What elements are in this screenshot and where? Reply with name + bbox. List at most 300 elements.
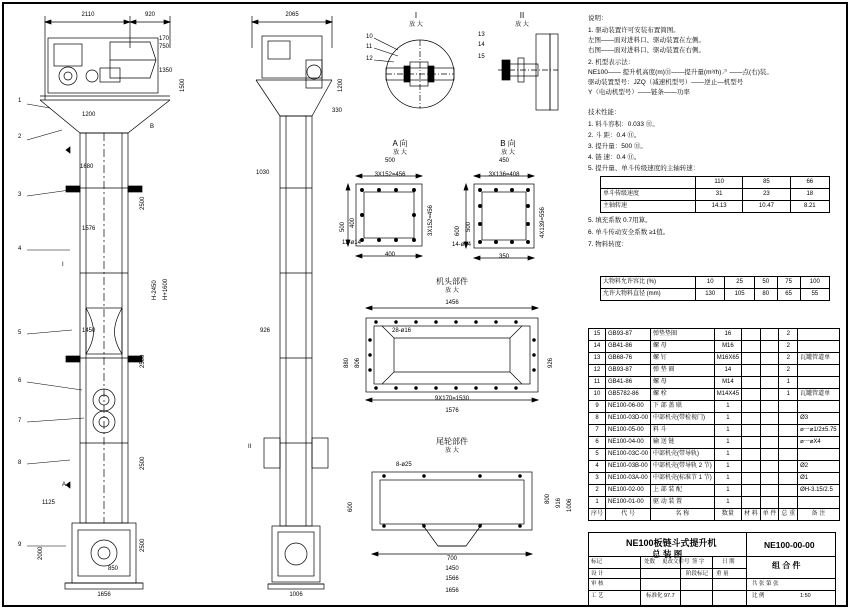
part-code: GB93-87 <box>606 365 651 377</box>
part-total <box>779 485 798 497</box>
title-block-divider4 <box>712 556 713 606</box>
part-no: 7 <box>589 425 606 437</box>
tb-r0c4: 日 期 <box>722 559 735 565</box>
tb-r0c3: 签 字 <box>692 559 705 565</box>
dim-1450: 1450 <box>82 328 96 334</box>
viewB-dim-600: 600 <box>455 225 461 236</box>
part-no: 15 <box>589 329 606 341</box>
part-mat <box>742 425 761 437</box>
part-qty: 1 <box>714 473 741 485</box>
note-line-5: 驱动装置型号：JZQ（减速机型号）——逆止—机型号 <box>588 79 744 86</box>
tail-dim-1656: 1656 <box>445 588 459 594</box>
part-name: 中部机壳(带检视门) <box>651 413 715 425</box>
part-code: GB41-86 <box>606 377 651 389</box>
part-no: 4 <box>589 461 606 473</box>
part-total <box>779 413 798 425</box>
dim-2110: 2110 <box>81 12 95 18</box>
head-view-subtitle: 放 大 <box>445 288 459 294</box>
parts-header-cell: 名 称 <box>651 509 715 521</box>
dim-2500-a: 2500 <box>140 196 146 210</box>
head-view-drawing <box>352 300 552 410</box>
part-code: NE100-02-00 <box>606 485 651 497</box>
parts-header-cell: 备 注 <box>798 509 840 521</box>
part-qty: M14 <box>714 377 741 389</box>
part-code: NE100-03D-00 <box>606 413 651 425</box>
dim-1200: 1200 <box>82 112 96 118</box>
spec-line-3: 4. 链 速：0.4 ⑪。 <box>588 154 641 161</box>
part-code: GB5782-86 <box>606 389 651 401</box>
head-dim-880: 880 <box>344 357 350 368</box>
part-qty: M16X65 <box>714 353 741 365</box>
dim-1576: 1576 <box>82 226 96 232</box>
dim-2500-b: 2500 <box>140 354 146 368</box>
tb-r2c0: 审 核 <box>591 581 604 587</box>
part-qty: M14X45 <box>714 389 741 401</box>
tail-dim-916: 916 <box>556 497 562 508</box>
detail-II-balloon-14: 14 <box>478 42 485 48</box>
part-no: 2 <box>589 485 606 497</box>
part-remark: ØH-3.15/2.5 <box>798 485 840 497</box>
mat-r4: 65 <box>777 289 800 301</box>
balloon-leaders <box>22 100 82 580</box>
dim-1500: 1500 <box>180 78 186 92</box>
part-total <box>779 437 798 449</box>
part-remark <box>798 497 840 509</box>
head-dim-1576: 1576 <box>445 408 459 414</box>
perf-h0 <box>601 177 696 189</box>
part-remark <box>798 329 840 341</box>
tail-dim-1006: 1006 <box>567 498 573 512</box>
part-name: 中部机壳(标准节 1 节) <box>651 473 715 485</box>
mat-h4: 75 <box>777 277 800 289</box>
part-unit <box>760 401 779 413</box>
table-row <box>589 329 840 341</box>
perf-r0c2: 23 <box>743 189 790 201</box>
perf-r1c3: 8.21 <box>790 201 829 213</box>
part-qty: 1 <box>714 485 741 497</box>
perf-h1: 110 <box>696 177 743 189</box>
dim-1125: 1125 <box>42 500 55 506</box>
head-view-title: 机头部件 <box>436 277 468 286</box>
part-qty: 1 <box>714 497 741 509</box>
part-total: 2 <box>779 365 798 377</box>
note-line-3: 2. 机型表示法： <box>588 59 635 66</box>
dim-170: 170 <box>159 36 170 42</box>
part-remark: Ø1 <box>798 473 840 485</box>
part-unit <box>760 365 779 377</box>
viewA-dim-3x152: 3X152=456 <box>374 172 406 178</box>
table-row <box>601 201 830 213</box>
part-qty: 14 <box>714 365 741 377</box>
note-line-2: 右图——面对进料口、驱动装置在右侧。 <box>588 47 705 54</box>
notes-heading: 说明： <box>588 15 608 22</box>
parts-list-table <box>588 328 840 521</box>
head-dim-9x170: 9X170=1530 <box>434 396 470 402</box>
part-total <box>779 473 798 485</box>
part-total <box>779 497 798 509</box>
part-remark <box>798 449 840 461</box>
part-mat <box>742 365 761 377</box>
material-size-table <box>600 276 830 301</box>
balloon-9: 9 <box>18 542 22 548</box>
part-remark: 瓦罐管道单 <box>798 389 840 401</box>
part-qty: 1 <box>714 425 741 437</box>
table-row <box>601 189 830 201</box>
dim-2000: 2000 <box>38 546 44 560</box>
dim-330: 330 <box>332 108 343 114</box>
detail-I-balloon-11: 11 <box>366 44 373 50</box>
dim-h1600: H+1600 <box>163 278 169 300</box>
part-name: 螺 母 <box>651 341 715 353</box>
detail-II-title: II <box>519 11 525 20</box>
viewA-dim-3x152-right: 3X152=456 <box>428 205 434 236</box>
spec-table1-caption: 5. 提升量、单斗传级速度的主轴转速： <box>588 165 700 172</box>
part-no: 6 <box>589 437 606 449</box>
part-code: GB68-76 <box>606 353 651 365</box>
head-dim-1456: 1456 <box>445 300 459 306</box>
title-block-row5 <box>746 590 836 591</box>
perf-h3: 66 <box>790 177 829 189</box>
dim-h2450: H-2450 <box>152 280 158 300</box>
part-mat <box>742 413 761 425</box>
section-mark-I: I <box>62 262 64 268</box>
part-qty: M16 <box>714 341 741 353</box>
part-mat <box>742 437 761 449</box>
viewB-dim-500: 500 <box>466 221 472 232</box>
part-no: 11 <box>589 377 606 389</box>
title-block-divider <box>746 532 747 606</box>
part-name: 螺 母 <box>651 377 715 389</box>
section-mark-II: II <box>248 444 252 450</box>
table-row <box>589 413 840 425</box>
part-unit <box>760 341 779 353</box>
part-remark: Ø3 <box>798 413 840 425</box>
table-row <box>589 389 840 401</box>
part-unit <box>760 413 779 425</box>
spec-line-2: 3. 提升量：500 ⑪。 <box>588 143 647 150</box>
tail-dim-1566: 1566 <box>445 576 459 582</box>
tb-r1c0: 设 计 <box>591 571 604 577</box>
mat-h3: 50 <box>754 277 777 289</box>
detail-I-subtitle: 放 大 <box>409 22 423 28</box>
perf-r1c2: 10.47 <box>743 201 790 213</box>
detail-I-balloon-10: 10 <box>366 34 373 40</box>
balloon-4: 4 <box>18 246 22 252</box>
table-row <box>589 437 840 449</box>
tb-scale-value: 1:50 <box>800 593 811 599</box>
part-no: 9 <box>589 401 606 413</box>
dim-2500-c: 2500 <box>140 456 146 470</box>
viewB-dim-350: 350 <box>498 254 510 260</box>
part-remark: ⌀一⌀X4 <box>798 437 840 449</box>
dim-926-side: 926 <box>260 328 271 334</box>
detail-II-balloon-15: 15 <box>478 54 485 60</box>
drawing-code: NE100-00-00 <box>764 540 815 550</box>
perf-r0c3: 18 <box>790 189 829 201</box>
head-dim-28xd16: 28-ø16 <box>392 328 412 334</box>
part-name: 弹 垫 圈 <box>651 365 715 377</box>
mat-h2: 25 <box>725 277 754 289</box>
viewA-dim-400-bot: 400 <box>384 252 396 258</box>
parts-header-cell: 材 料 <box>742 509 761 521</box>
part-unit <box>760 353 779 365</box>
table-row <box>589 485 840 497</box>
part-no: 3 <box>589 473 606 485</box>
viewB-dim-4x139: 4X139=556 <box>540 207 546 238</box>
tb-r0c1: 处数 <box>644 559 656 565</box>
tb-r3c0: 工 艺 <box>591 593 604 599</box>
table-row <box>601 177 830 189</box>
detail-II-subtitle: 放 大 <box>515 22 529 28</box>
table-row <box>589 497 840 509</box>
part-remark <box>798 341 840 353</box>
viewA-dim-500-left: 500 <box>340 221 346 232</box>
dim-920: 920 <box>144 12 156 18</box>
balloon-1: 1 <box>18 98 22 104</box>
viewB-dim-450: 450 <box>498 158 510 164</box>
viewA-dim-400: 400 <box>350 217 356 228</box>
perf-r1c1: 14.13 <box>696 201 743 213</box>
part-mat <box>742 485 761 497</box>
part-unit <box>760 425 779 437</box>
tail-view-title: 尾轮部件 <box>436 437 468 446</box>
drawing-title: NE100板链斗式提升机 <box>626 538 717 548</box>
viewB-dim-3x136: 3X136=408 <box>488 172 520 178</box>
tb-r0c2: 更改文件号 <box>662 559 690 565</box>
part-code: NE100-03C-00 <box>606 449 651 461</box>
tb-mass-value: 97.7 <box>664 593 675 599</box>
tail-dim-1450: 1450 <box>445 566 459 572</box>
side-elevation-view <box>228 8 358 588</box>
parts-header-cell: 单 件 <box>760 509 779 521</box>
detail-I-title: I <box>414 11 418 20</box>
part-total: 2 <box>779 341 798 353</box>
part-qty: 1 <box>714 461 741 473</box>
part-name: 弹垫垫圈 <box>651 329 715 341</box>
after-line-2: 7. 物料转度： <box>588 241 628 248</box>
tb-field-2: 比 例 <box>752 593 765 599</box>
detail-II-drawing <box>488 34 568 114</box>
part-name: 螺 栓 <box>651 389 715 401</box>
note-line-6: Y（电动机型号）——链条——功率 <box>588 89 690 96</box>
part-mat <box>742 497 761 509</box>
part-unit <box>760 449 779 461</box>
balloon-6: 6 <box>18 378 22 384</box>
part-total: 1 <box>779 377 798 389</box>
view-A-title: A 向 <box>392 139 408 148</box>
part-code: GB93-87 <box>606 329 651 341</box>
section-mark-B: B <box>150 124 155 130</box>
part-unit <box>760 377 779 389</box>
part-unit <box>760 497 779 509</box>
view-A-subtitle: 放 大 <box>393 150 407 156</box>
part-no: 10 <box>589 389 606 401</box>
part-remark: Ø2 <box>798 461 840 473</box>
part-code: NE100-06-00 <box>606 401 651 413</box>
after-line-1: 6. 单斗传动安全系数 ≥1值。 <box>588 229 670 236</box>
mat-r2: 105 <box>725 289 754 301</box>
part-total <box>779 401 798 413</box>
part-qty: 1 <box>714 449 741 461</box>
balloon-2: 2 <box>18 134 22 140</box>
part-remark <box>798 365 840 377</box>
part-remark <box>798 377 840 389</box>
mat-r1: 130 <box>696 289 725 301</box>
table-row <box>601 277 830 289</box>
part-mat <box>742 353 761 365</box>
part-qty: 1 <box>714 437 741 449</box>
table-row <box>601 289 830 301</box>
perf-r1c0: 主轴转速 <box>601 201 696 213</box>
part-qty: 16 <box>714 329 741 341</box>
assembly-label: 组 合 件 <box>772 561 801 570</box>
spec-line-0: 1. 料斗容积：0.033 ⑪。 <box>588 121 659 128</box>
part-name: 上 部 装 配 <box>651 485 715 497</box>
perf-h2: 85 <box>743 177 790 189</box>
mat-r5: 55 <box>800 289 829 301</box>
part-unit <box>760 389 779 401</box>
perf-r0c0: 单斗传级速度 <box>601 189 696 201</box>
table-row <box>589 449 840 461</box>
tb-r0c0: 标记 <box>591 559 603 565</box>
part-qty: 1 <box>714 401 741 413</box>
part-code: NE100-01-00 <box>606 497 651 509</box>
part-mat <box>742 341 761 353</box>
part-unit <box>760 461 779 473</box>
part-code: GB41-86 <box>606 341 651 353</box>
table-row <box>589 341 840 353</box>
tb-field-1: 重 量 <box>716 571 729 577</box>
table-row <box>589 365 840 377</box>
table-row <box>589 461 840 473</box>
part-remark: 瓦罐管道单 <box>798 353 840 365</box>
note-line-1: 左图——面对进料口、驱动装置在左侧。 <box>588 37 705 44</box>
part-unit <box>760 437 779 449</box>
balloon-8: 8 <box>18 460 22 466</box>
dim-2065: 2065 <box>285 12 299 18</box>
part-name: 料 斗 <box>651 425 715 437</box>
dim-750: 750 <box>159 44 170 50</box>
dim-1006-side: 1006 <box>289 592 303 598</box>
table-row <box>589 377 840 389</box>
part-name: 输 送 链 <box>651 437 715 449</box>
after-line-0: 5. 填充系数 0.7用算。 <box>588 217 652 224</box>
mat-h5: 100 <box>800 277 829 289</box>
tail-dim-700: 700 <box>446 556 458 562</box>
part-total: 2 <box>779 353 798 365</box>
dim-2500-d: 2500 <box>140 538 146 552</box>
part-total <box>779 425 798 437</box>
table-row <box>589 425 840 437</box>
dim-850: 850 <box>108 566 119 572</box>
section-mark-A: A <box>62 482 67 488</box>
part-remark: ⌀一⌀1/2±5.75 <box>798 425 840 437</box>
drawing-subtitle: 总 装 图 <box>652 549 683 559</box>
viewB-dim-14xd14: 14-ø14 <box>452 242 472 248</box>
dim-1656-left: 1656 <box>97 592 111 598</box>
performance-table <box>600 176 830 213</box>
part-name: 下 部 盖 联 <box>651 401 715 413</box>
part-no: 13 <box>589 353 606 365</box>
tail-dim-8xd25: 8-ø25 <box>396 462 412 468</box>
spec-line-1: 2. 斗 距：0.4 ⑪。 <box>588 132 641 139</box>
part-mat <box>742 329 761 341</box>
part-mat <box>742 389 761 401</box>
parts-header-cell: 总 重 <box>779 509 798 521</box>
mat-h0: 大物料允许容比 (%) <box>601 277 696 289</box>
part-total <box>779 449 798 461</box>
dim-1200-right: 1200 <box>338 78 344 92</box>
part-code: NE100-05-00 <box>606 425 651 437</box>
part-mat <box>742 461 761 473</box>
title-block-divider2 <box>640 556 641 606</box>
mat-r3: 80 <box>754 289 777 301</box>
detail-I-balloon-12: 12 <box>366 56 373 62</box>
table-header-row <box>589 509 840 521</box>
perf-r0c1: 31 <box>696 189 743 201</box>
part-mat <box>742 473 761 485</box>
dim-1350: 1350 <box>159 68 173 74</box>
part-no: 14 <box>589 341 606 353</box>
tb-sheets: 共 张 第 张 <box>752 581 779 587</box>
part-mat <box>742 401 761 413</box>
head-dim-926: 926 <box>548 357 554 368</box>
tail-dim-600: 600 <box>348 501 354 512</box>
part-name: 驱 动 装 置 <box>651 497 715 509</box>
dim-1030: 1030 <box>256 170 270 176</box>
part-total <box>779 461 798 473</box>
part-unit <box>760 473 779 485</box>
title-block-row4 <box>588 590 746 591</box>
tail-dim-800: 800 <box>545 493 551 504</box>
part-no: 12 <box>589 365 606 377</box>
mat-h1: 10 <box>696 277 725 289</box>
part-total: 2 <box>779 329 798 341</box>
part-no: 8 <box>589 413 606 425</box>
tail-view-drawing <box>352 460 552 560</box>
part-no: 5 <box>589 449 606 461</box>
detail-II-balloon-13: 13 <box>478 32 485 38</box>
parts-header-cell: 序号 <box>589 509 606 521</box>
part-name: 螺 钉 <box>651 353 715 365</box>
part-mat <box>742 377 761 389</box>
table-row <box>589 401 840 413</box>
dim-1680: 1680 <box>80 164 94 170</box>
part-remark <box>798 401 840 413</box>
balloon-3: 3 <box>18 192 22 198</box>
table-row <box>589 353 840 365</box>
part-total: 1 <box>779 389 798 401</box>
table-row <box>589 473 840 485</box>
balloon-5: 5 <box>18 330 22 336</box>
tb-r3c2: 标准化 <box>646 593 663 599</box>
tb-field-0: 阶段标记 <box>686 571 709 577</box>
viewA-dim-12xd14: 12-ø14 <box>342 240 362 246</box>
note-line-0: 1. 驱动装置许可安装布置简图。 <box>588 27 680 34</box>
parts-header-cell: 代 号 <box>606 509 651 521</box>
part-code: NE100-03B-00 <box>606 461 651 473</box>
view-B-subtitle: 放 大 <box>501 150 515 156</box>
title-block-row3 <box>588 568 746 569</box>
balloon-7: 7 <box>18 418 22 424</box>
head-dim-806: 806 <box>355 357 361 368</box>
part-unit <box>760 329 779 341</box>
part-name: 中部机壳(带导轨) <box>651 449 715 461</box>
part-qty: 1 <box>714 413 741 425</box>
part-name: 中部机壳(带导轨 2 节) <box>651 461 715 473</box>
mat-r0: 允许大物料直径 (mm) <box>601 289 696 301</box>
spec-heading: 技术性能： <box>588 109 621 116</box>
